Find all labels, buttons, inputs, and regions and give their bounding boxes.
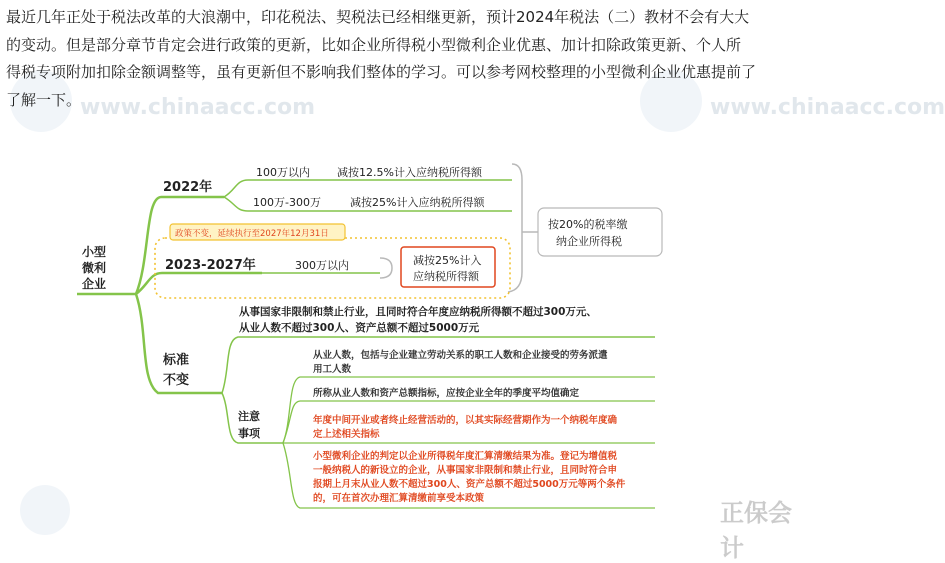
root-label-line: 小型 <box>82 245 107 259</box>
range-2023: 300万以内 <box>295 259 349 272</box>
watermark-site-right: www.chinaacc.com <box>710 95 945 120</box>
note-line: 所称从业人数和资产总额指标，应按企业全年的季度平均值确定 <box>313 388 580 399</box>
root-node <box>77 244 136 294</box>
branch-standard-main <box>222 337 655 393</box>
root-label-line: 微利 <box>82 261 107 275</box>
intro-line: 得税专项附加扣除金额调整等，虽有更新但不影响我们整体的学习。可以参考网校整理的小型微利企业优惠提前了 <box>6 63 757 81</box>
row-range: 100万以内 <box>256 166 310 179</box>
row-rule: 减按12.5%计入应纳税所得额 <box>337 166 482 179</box>
rule-box-line: 减按25%计入 <box>413 254 482 267</box>
branch-2022-row1 <box>224 180 512 197</box>
intro-line: 了解一下。 <box>6 90 82 109</box>
note-line: 小型微利企业的判定以企业所得税年度汇算清缴结果为准。登记为增值税 <box>313 451 618 462</box>
policy-tag-text: 政策不变，延续执行至2027年12月31日 <box>175 229 329 239</box>
intro-line: 的变动。但是部分章节肯定会进行政策的更新，比如企业所得税小型微利企业优惠、加计扣除政策更新、个人所 <box>6 35 742 54</box>
rate-box-line: 纳企业所得税 <box>556 235 622 248</box>
standard-label-line: 标准 <box>163 353 190 368</box>
label-2022: 2022年 <box>163 180 213 195</box>
rate-box-line: 按20%的税率缴 <box>548 218 628 231</box>
watermark-corner-text: 正保会计 <box>720 499 792 562</box>
standard-main-line: 从业人数不超过300人、资产总额不超过5000万元 <box>239 322 480 334</box>
watermark-site-left: www.chinaacc.com <box>80 95 316 120</box>
note-line: 年度中间开业或者终止经营活动的，以其实际经营期作为一个纳税年度确 <box>313 415 618 426</box>
root-label-line: 企业 <box>82 277 107 291</box>
label-2023: 2023-2027年 <box>165 258 256 273</box>
notes-label-line: 事项 <box>238 427 260 440</box>
note-line: 定上述相关指标 <box>313 429 380 440</box>
standard-main-line: 从事国家非限制和禁止行业，且同时符合年度应纳税所得额不超过300万元、 <box>239 306 597 318</box>
note-line: 一般纳税人的新设立的企业，从事国家非限制和禁止行业，且同时符合申 <box>313 465 618 476</box>
note-line: 从业人数，包括与企业建立劳动关系的职工人数和企业接受的劳务派遣 <box>313 350 608 361</box>
intro-line: 最近几年正处于税法改革的大浪潮中，印花税法、契税法已经相继更新，预计2024年税法（二）教材不会有大大 <box>6 8 750 26</box>
note-line: 报期上月末从业人数不超过300人、资产总额不超过5000万元等两个条件 <box>313 479 626 490</box>
notes-label-line: 注意 <box>238 410 260 423</box>
rule-box-line: 应纳税所得额 <box>413 270 479 283</box>
row-range: 100万-300万 <box>253 196 321 209</box>
note-line: 的，可在首次办理汇算清缴前享受本政策 <box>313 493 485 504</box>
rate-box <box>538 208 662 256</box>
standard-label-line: 不变 <box>163 373 190 388</box>
note-line: 用工人数 <box>313 364 352 375</box>
row-rule: 减按25%计入应纳税所得额 <box>350 196 485 209</box>
